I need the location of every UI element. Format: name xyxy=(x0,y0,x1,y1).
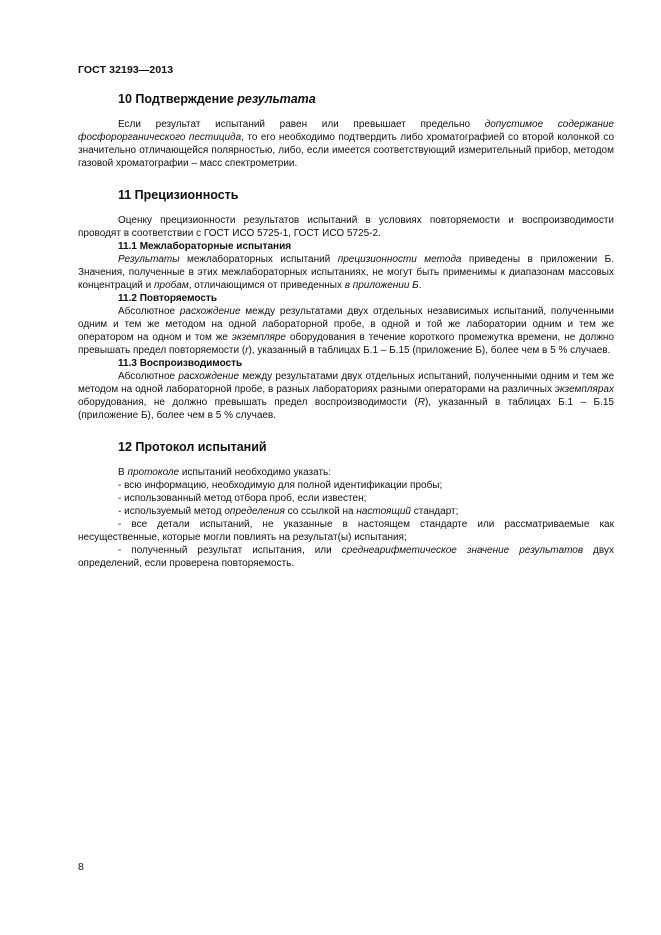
text-run: Абсолютное xyxy=(118,371,179,382)
section-10-paragraph xyxy=(78,118,614,170)
list-item: - всю информацию, необходимую для полной идентификации пробы; xyxy=(118,480,443,491)
section-11 xyxy=(78,188,614,422)
text-run: - используемый метод xyxy=(118,506,225,517)
section-10-title-plain: 10 Подтверждение xyxy=(118,92,238,106)
document-body xyxy=(78,92,614,588)
text-run: В xyxy=(118,467,128,478)
list-item xyxy=(78,505,614,518)
section-11-paragraph: Оценку прецизионности результатов испытаний в условиях повторяемости и воспроизводимости проводят в соответствии с ГОСТ ИСО 5725-1, ГОСТ ИСО 5725-2. xyxy=(78,215,614,239)
text-run: ), указанный в таблицах Б.1 – Б.15 (приложение Б), более чем в 5 % случаев. xyxy=(78,397,614,421)
text-run-italic: R xyxy=(417,397,425,408)
text-run: ), указанный в таблицах Б.1 – Б.15 (приложение Б), более чем в 5 % случаев. xyxy=(248,345,611,356)
subsection-11-2-paragraph xyxy=(78,305,614,357)
section-11-title: 11 Прецизионность xyxy=(118,188,239,202)
section-12 xyxy=(78,440,614,570)
text-run: между результатами двух отдельных испытаний, полученными одним и тем же методом на одной лабораторной пробе, в разных лабораториях разными операторами на различных xyxy=(78,371,615,395)
subsection-11-3-title: 11.3 Воспроизводимость xyxy=(118,358,243,369)
section-12-title: 12 Протокол испытаний xyxy=(118,440,267,454)
text-run: , то его необходимо подтвердить либо хроматографией со второй колонкой со значительно отличающейся полярностью, либо, если имеется соответствующий измерительный прибор, методом газовой хроматографии – масс спектрометрии. xyxy=(78,132,615,169)
text-run-italic: экземплярах xyxy=(554,384,614,395)
section-10 xyxy=(78,92,614,170)
text-run-italic: r xyxy=(245,345,249,356)
text-run-italic: пробам xyxy=(154,280,189,291)
text-run-italic: допустимое содержание фосфорорганического пестицида xyxy=(78,119,614,143)
text-run-italic: определения xyxy=(224,506,285,517)
text-run: оборудования, не должно превышать предел воспроизводимости ( xyxy=(78,397,418,408)
text-run: стандарт; xyxy=(410,506,459,517)
text-run-italic: в приложении Б xyxy=(344,280,419,291)
document-code-header: ГОСТ 32193—2013 xyxy=(78,64,174,76)
page-number: 8 xyxy=(78,861,84,873)
text-run: Если результат испытаний равен или превышает предельно xyxy=(118,119,485,130)
text-run: со ссылкой на xyxy=(284,506,357,517)
section-10-title-italic: результата xyxy=(237,92,316,106)
text-run: межлабораторных испытаний xyxy=(179,254,338,265)
text-run: . xyxy=(418,280,422,291)
section-10-title xyxy=(118,92,614,106)
section-12-intro xyxy=(78,466,614,479)
subsection-11-1-paragraph xyxy=(78,253,614,292)
text-run-italic: Результаты xyxy=(118,254,180,265)
text-run: двух определений, если проверена повторяемость. xyxy=(78,545,614,569)
list-item: - использованный метод отбора проб, если известен; xyxy=(118,493,367,504)
subsection-11-2-title: 11.2 Повторяемость xyxy=(118,293,217,304)
text-run: приведены в приложении Б. Значения, полученные в этих межлабораторных испытаниях, не могут быть применимы к диапазонам массовых концентраций и xyxy=(78,254,614,291)
text-run-italic: протоколе xyxy=(127,467,180,478)
subsection-11-3-paragraph xyxy=(78,370,614,422)
text-run: - полученный результат испытания, или xyxy=(118,545,342,556)
text-run-italic: среднеарифметическое значение результатов xyxy=(341,545,584,556)
text-run: оборудования в течение короткого промежутка времени, не должно превышать предел повторяемости ( xyxy=(78,332,614,356)
text-run: испытаний необходимо указать: xyxy=(179,467,332,478)
text-run-italic: экземпляре xyxy=(231,332,286,343)
list-item xyxy=(78,544,614,570)
text-run: , отличающимся от приведенных xyxy=(188,280,345,291)
text-run-italic: расхождение xyxy=(178,371,240,382)
text-run: Абсолютное xyxy=(118,306,180,317)
subsection-11-1-title: 11.1 Межлабораторные испытания xyxy=(118,241,292,252)
text-run-italic: настоящий xyxy=(356,506,411,517)
list-item: - все детали испытаний, не указанные в настоящем стандарте или рассматриваемые как несущественные, которые могли повлиять на результат(ы) испытания; xyxy=(78,519,614,543)
text-run-italic: расхождение xyxy=(179,306,241,317)
text-run-italic: прецизионности метода xyxy=(337,254,462,265)
text-run: между результатами двух отдельных независимых испытаний, полученными одним и тем же методом на одной лабораторной пробе, в одной и той же лаборатории одним и тем же оператором на одном и том же xyxy=(78,306,614,343)
